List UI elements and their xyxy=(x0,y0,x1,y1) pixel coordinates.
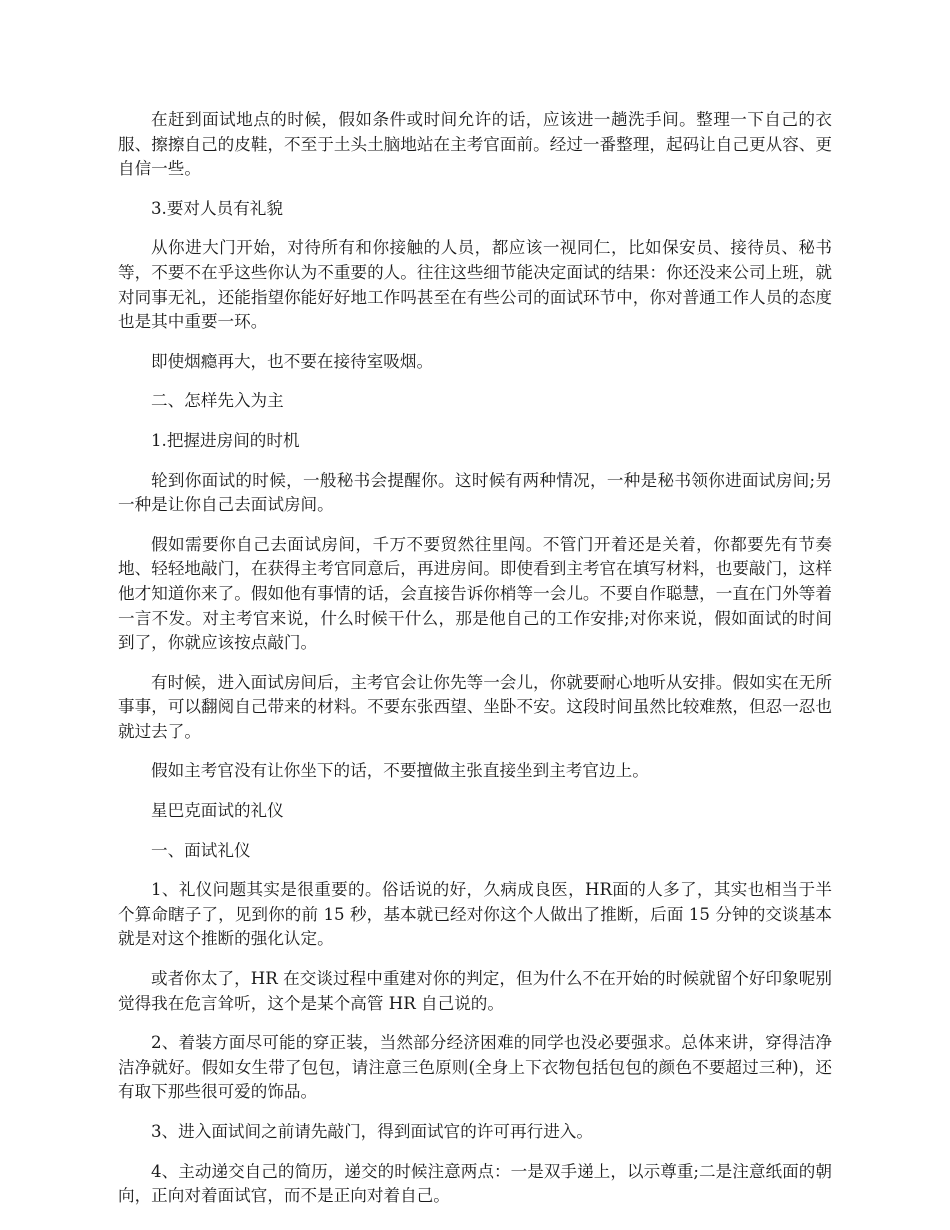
heading-enter-room-timing: 1.把握进房间的时机 xyxy=(151,430,300,450)
heading-interview-etiquette: 一、面试礼仪 xyxy=(151,840,251,860)
paragraph-knock-door: 假如需要你自己去面试房间，千万不要贸然往里闯。不管门开着还是关着，你都要先有节奏地、轻轻地敲门，在获得主考官同意后，再进房间。即使看到主考官在填写材料，也要敲门，这样他才知道你来了。假如他有事情的话，会直接告诉你梢等一会儿。不要自作聪慧，一直在门外等着一言不发。对主考官来说，什么时候干什么，那是他自己的工作安排;对你来说，假如面试的时间到了，你就应该按点敲门。 xyxy=(118,534,832,653)
heading-be-polite: 3.要对人员有礼貌 xyxy=(151,198,283,218)
list-item-knock-before-entering: 3、进入面试间之前请先敲门，得到面试官的许可再行进入。 xyxy=(151,1122,593,1141)
heading-first-impression: 二、怎样先入为主 xyxy=(151,391,284,411)
paragraph-treat-everyone-equally: 从你进大门开始，对待所有和你接触的人员，都应该一视同仁，比如保安员、接待员、秘书等，不要不在乎这些你认为不重要的人。往往这些细节能决定面试的结果：你还没来公司上班，就对同事无礼，还能指望你能好好地工作吗甚至在有些公司的面试环节中，你对普通工作人员的态度也是其中重要一环。 xyxy=(118,238,832,332)
paragraph-do-not-sit: 假如主考官没有让你坐下的话，不要擅做主张直接坐到主考官边上。 xyxy=(151,761,649,781)
list-item-etiquette-importance: 1、礼仪问题其实是很重要的。俗话说的好，久病成良医，HR面的人多了，其实也相当于半个算命瞎子了，见到你的前 15 秒，基本就已经对你这个人做出了推断，后面 15 分钟的交谈基本就是对这个推断的强化认定。 xyxy=(118,880,832,949)
list-item-hand-over-resume: 4、主动递交自己的简历，递交的时候注意两点：一是双手递上，以示尊重;二是注意纸面的朝向，正向对着面试官，而不是正向对着自己。 xyxy=(118,1161,832,1206)
paragraph-no-smoking: 即使烟瘾再大，也不要在接待室吸烟。 xyxy=(151,351,434,371)
heading-starbucks-etiquette: 星巴克面试的礼仪 xyxy=(151,801,284,821)
paragraph-restroom-tidy: 在赶到面试地点的时候，假如条件或时间允许的话，应该进一趟洗手间。整理一下自己的衣服、擦擦自己的皮鞋，不至于土头土脑地站在主考官面前。经过一番整理，起码让自己更从容、更自信一些。 xyxy=(118,110,832,179)
document-body xyxy=(118,108,832,1224)
paragraph-hr-judgment: 或者你太了，HR 在交谈过程中重建对你的判定，但为什么不在开始的时候就留个好印象呢别觉得我在危言耸听，这个是某个高管 HR 自己说的。 xyxy=(118,969,832,1013)
paragraph-secretary-reminder: 轮到你面试的时候，一般秘书会提醒你。这时候有两种情况，一种是秘书领你进面试房间;另一种是让你自己去面试房间。 xyxy=(118,470,832,515)
list-item-attire: 2、着装方面尽可能的穿正装，当然部分经济困难的同学也没必要强求。总体来讲，穿得洁净洁净就好。假如女生带了包包，请注意三色原则(全身上下衣物包括包包的颜色不要超过三种)，还有取下那些很可爱的饰品。 xyxy=(118,1033,832,1102)
paragraph-wait-patiently: 有时候，进入面试房间后，主考官会让你先等一会儿，你就要耐心地听从安排。假如实在无所事事，可以翻阅自己带来的材料。不要东张西望、坐卧不安。这段时间虽然比较难熬，但忍一忍也就过去了。 xyxy=(118,672,832,741)
